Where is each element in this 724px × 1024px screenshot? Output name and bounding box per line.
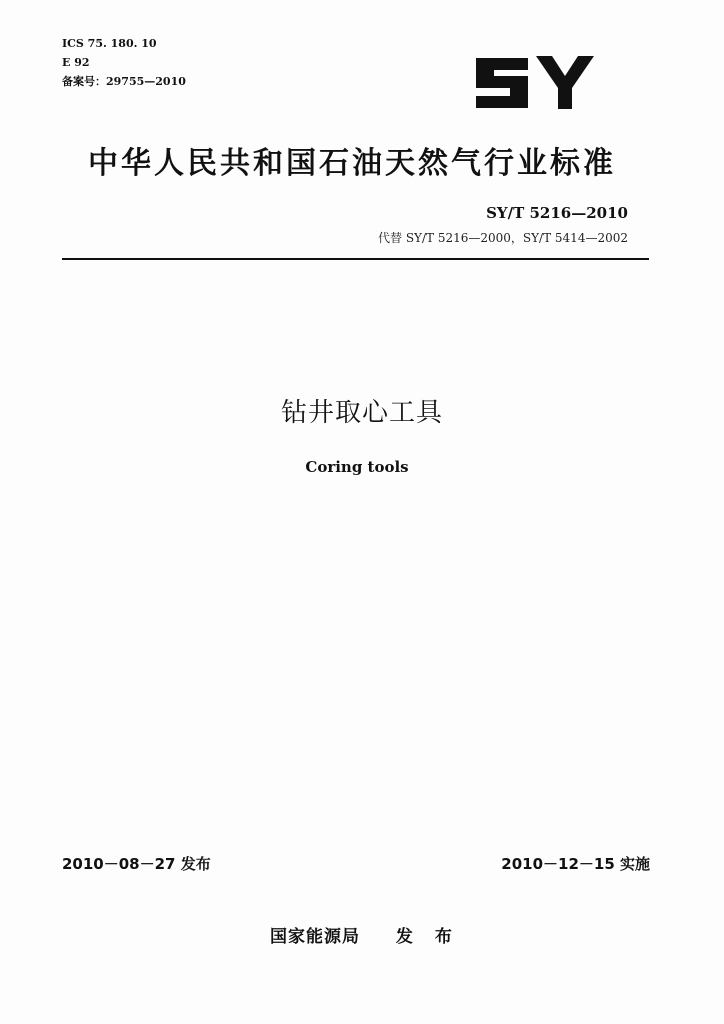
replaces-standards: 代替 SY/T 5216—2000，SY/T 5414—2002 — [378, 231, 628, 245]
document-title-english: Coring tools — [305, 458, 409, 476]
publisher-org: 国家能源局 — [270, 927, 360, 947]
publisher-line — [270, 922, 460, 947]
standard-category-title: 中华人民共和国石油天然气行业标准 — [88, 146, 616, 181]
standard-number: SY/T 5216—2010 — [486, 204, 628, 222]
ccs-code: E 92 — [62, 56, 90, 69]
classification-block — [62, 34, 186, 91]
issue-date: 2010－08－27 发布 — [62, 855, 211, 873]
ics-code: ICS 75. 180. 10 — [62, 37, 157, 50]
implementation-date: 2010－12－15 实施 — [501, 855, 650, 873]
sy-logo-s — [476, 58, 528, 108]
document-title: 钻井取心工具 — [280, 398, 443, 428]
publish-action: 发 布 — [395, 927, 460, 947]
header-divider — [62, 258, 649, 260]
sy-logo — [472, 52, 596, 112]
record-number: 备案号：29755—2010 — [62, 75, 186, 88]
